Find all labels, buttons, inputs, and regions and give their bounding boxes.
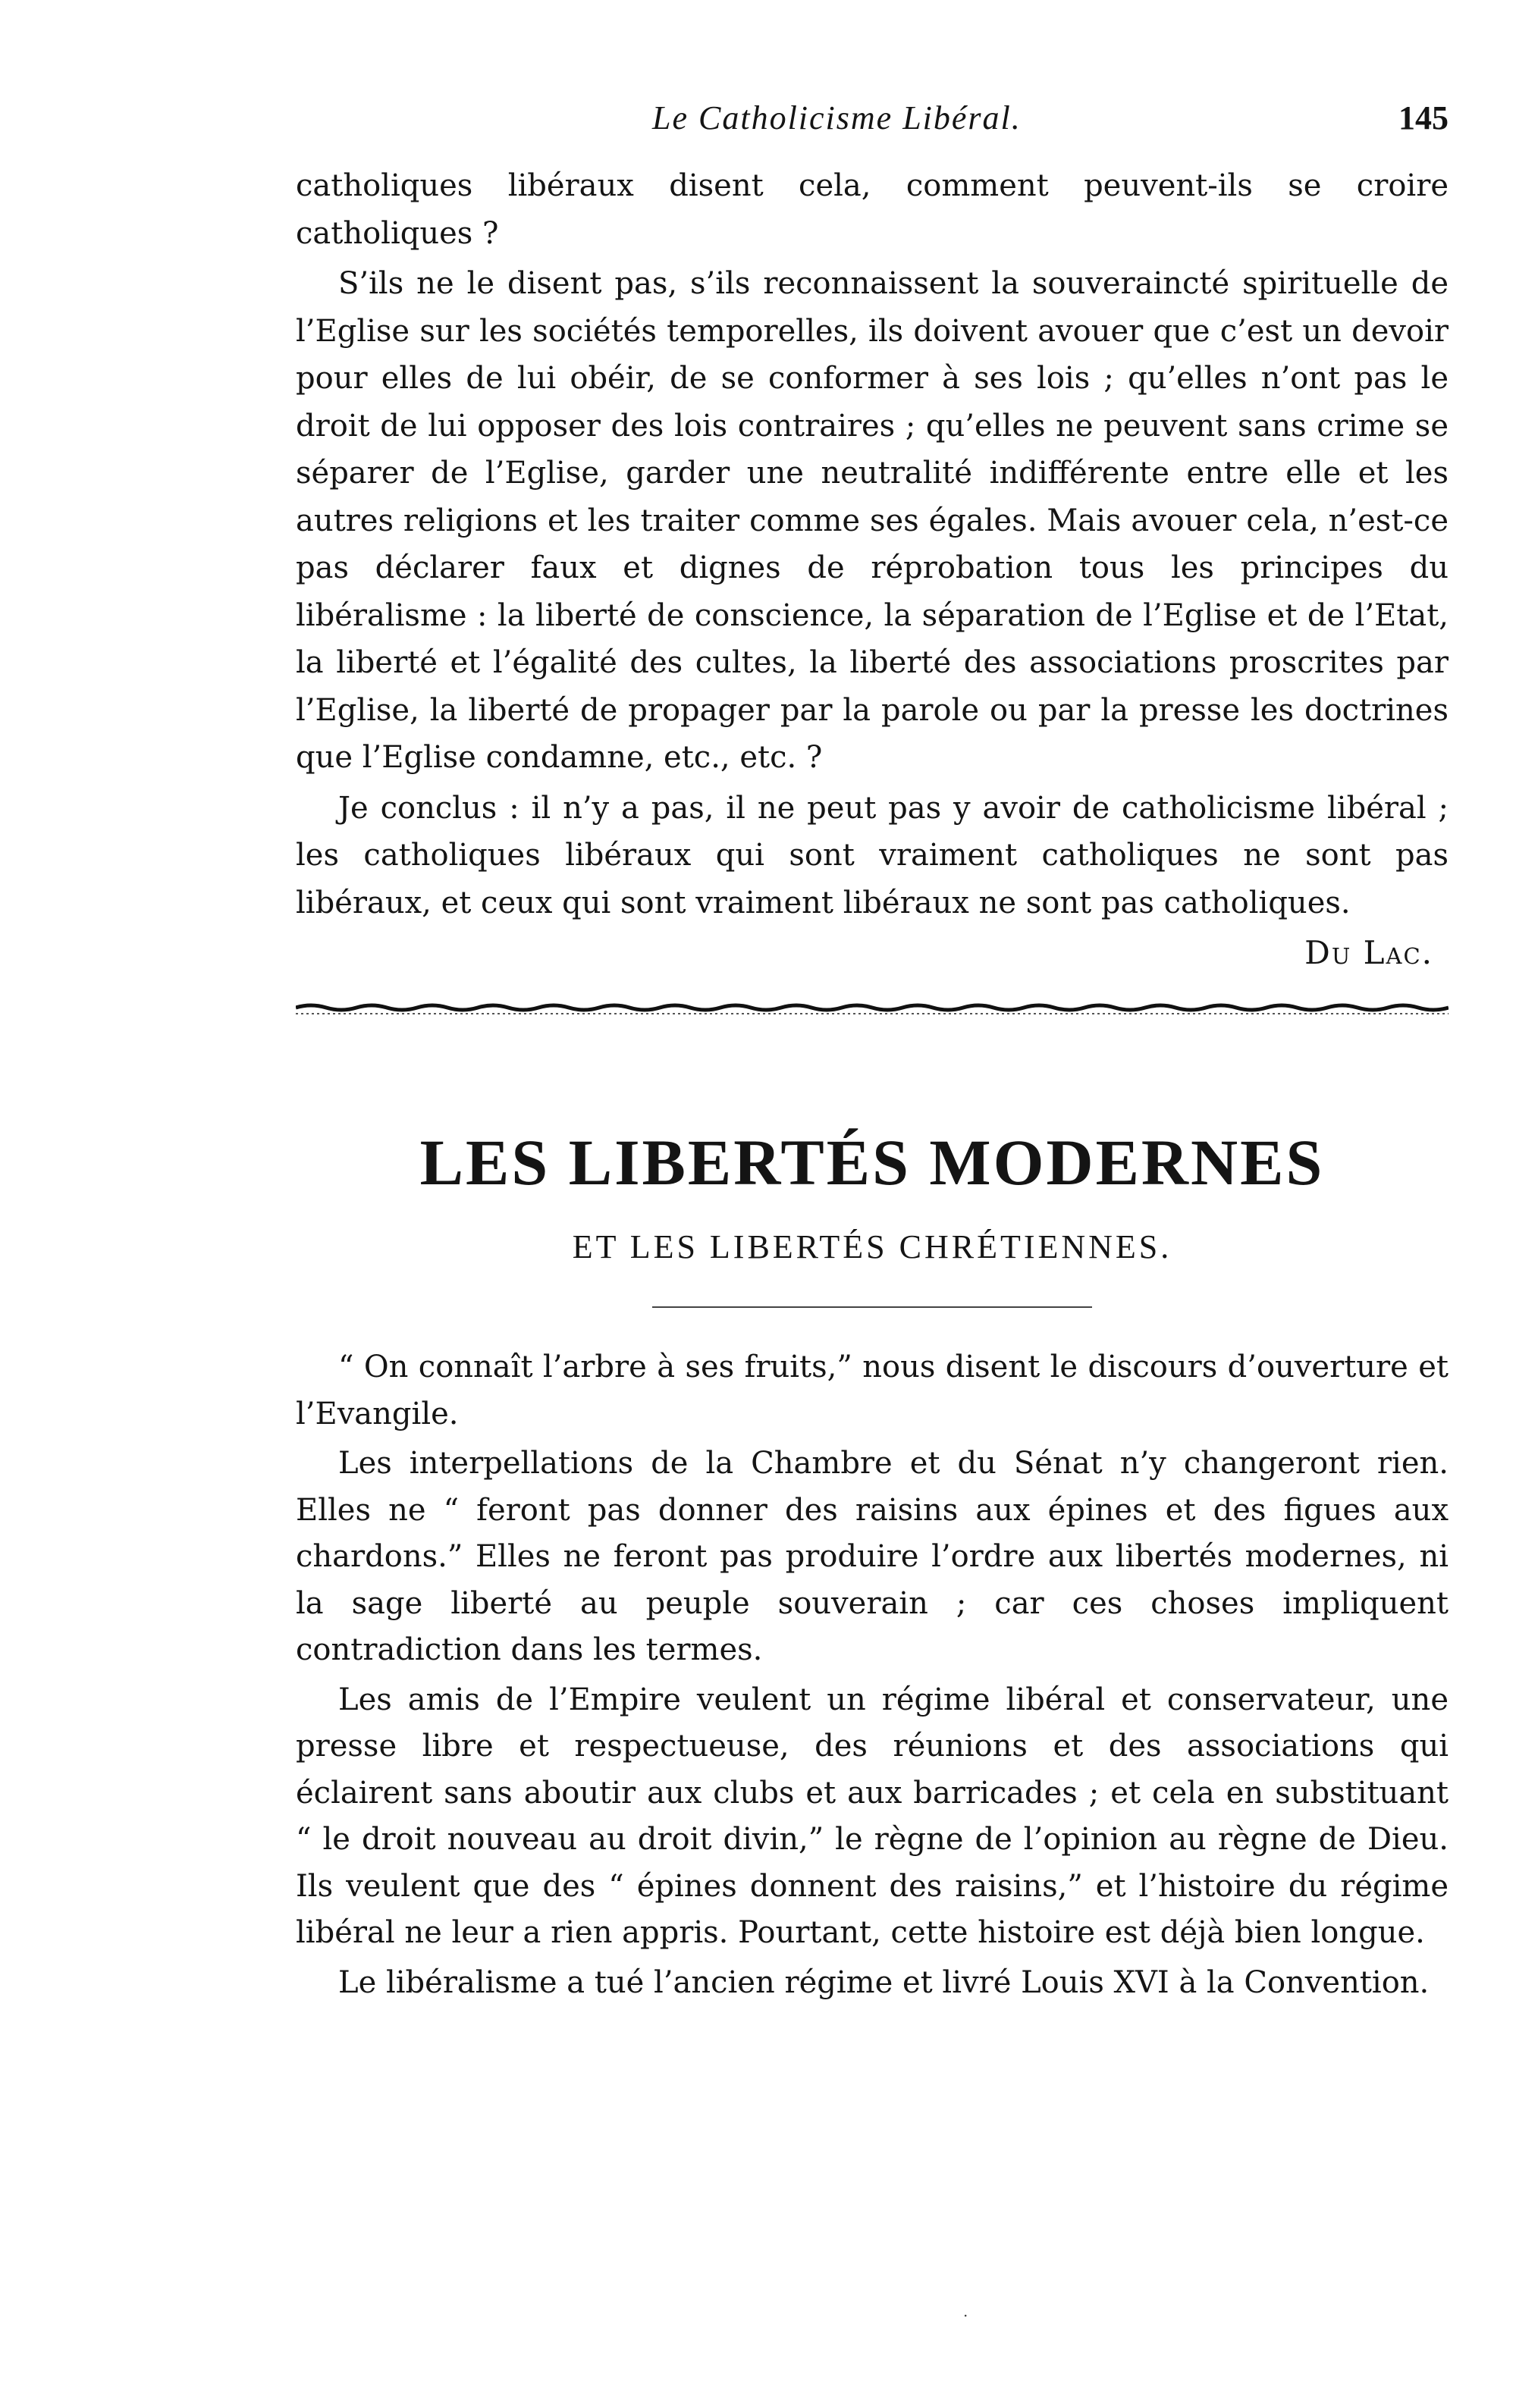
page-number: 145	[1398, 99, 1449, 136]
title-divider	[652, 1306, 1092, 1308]
conclusion-paragraph: Je conclus : il n’y a pas, il ne peut pas y avoir de catholicisme libéral ; les catholiques libéraux qui sont vraiment catholiques ne sont pas libéraux, et ceux qui sont vraiment libéraux ne sont pas catholiques.	[296, 790, 1449, 920]
running-header	[296, 99, 1449, 159]
print-speck: ·	[963, 2306, 968, 2325]
book-page	[296, 99, 1449, 2006]
author-signature: Du Lac.	[1304, 934, 1433, 971]
continued-paragraph: catholiques libéraux disent cela, comment peuvent-ils se croire catholiques ?	[296, 168, 1449, 251]
article-body	[296, 1344, 1449, 2006]
ornamental-rule	[296, 1002, 1449, 1018]
article-subtitle: ET LES LIBERTÉS CHRÉTIENNES.	[572, 1228, 1172, 1265]
body-paragraph: S’ils ne le disent pas, s’ils reconnaissent la souveraincté spirituelle de l’Eglise sur les sociétés temporelles, ils doivent avouer que c’est un devoir pour elles de lui obéir, de se conformer à ses lois ; qu’elles n’ont pas le droit de lui opposer des lois contraires ; qu’elles ne peuvent sans crime se séparer de l’Eglise, garder une neutralité indifférente entre elle et les autres religions et les traiter comme ses égales. Mais avouer cela, n’est-ce pas déclarer faux et dignes de réprobation tous les principes du libéralisme : la liberté de conscience, la séparation de l’Eglise et de l’Etat, la liberté et l’égalité des cultes, la liberté des associations proscrites par l’Eglise, la liberté de propager par la parole ou par la presse les doctrines que l’Eglise condamne, etc., etc. ?	[296, 266, 1449, 775]
article-paragraph: Les interpellations de la Chambre et du Sénat n’y changeront rien. Elles ne “ feront pas donner des raisins aux épines et des figues aux chardons.” Elles ne feront pas produire l’ordre aux libertés modernes, ni la sage liberté au peuple souverain ; car ces choses impliquent contradiction dans les termes.	[296, 1446, 1449, 1667]
article-paragraph: Les amis de l’Empire veulent un régime libéral et conservateur, une presse libre et respectueuse, des réunions et des associations qui éclairent sans aboutir aux clubs et aux barricades ; et cela en substituant “ le droit nouveau au droit divin,” le règne de l’opinion au règne de Dieu. Ils veulent que des “ épines donnent des raisins,” et l’histoire du régime libéral ne leur a rien appris. Pourtant, cette histoire est déjà bien longue.	[296, 1682, 1449, 1950]
running-title: Le Catholicisme Libéral.	[652, 99, 1022, 136]
article-paragraph: Le libéralisme a tué l’ancien régime et livré Louis XVI à la Convention.	[338, 1964, 1430, 2000]
article-title: LES LIBERTÉS MODERNES	[419, 1126, 1325, 1199]
article-paragraph: “ On connaît l’arbre à ses fruits,” nous disent le discours d’ouverture et l’Evangile.	[296, 1350, 1449, 1431]
ornamental-rule-graphic	[296, 1002, 1449, 1018]
